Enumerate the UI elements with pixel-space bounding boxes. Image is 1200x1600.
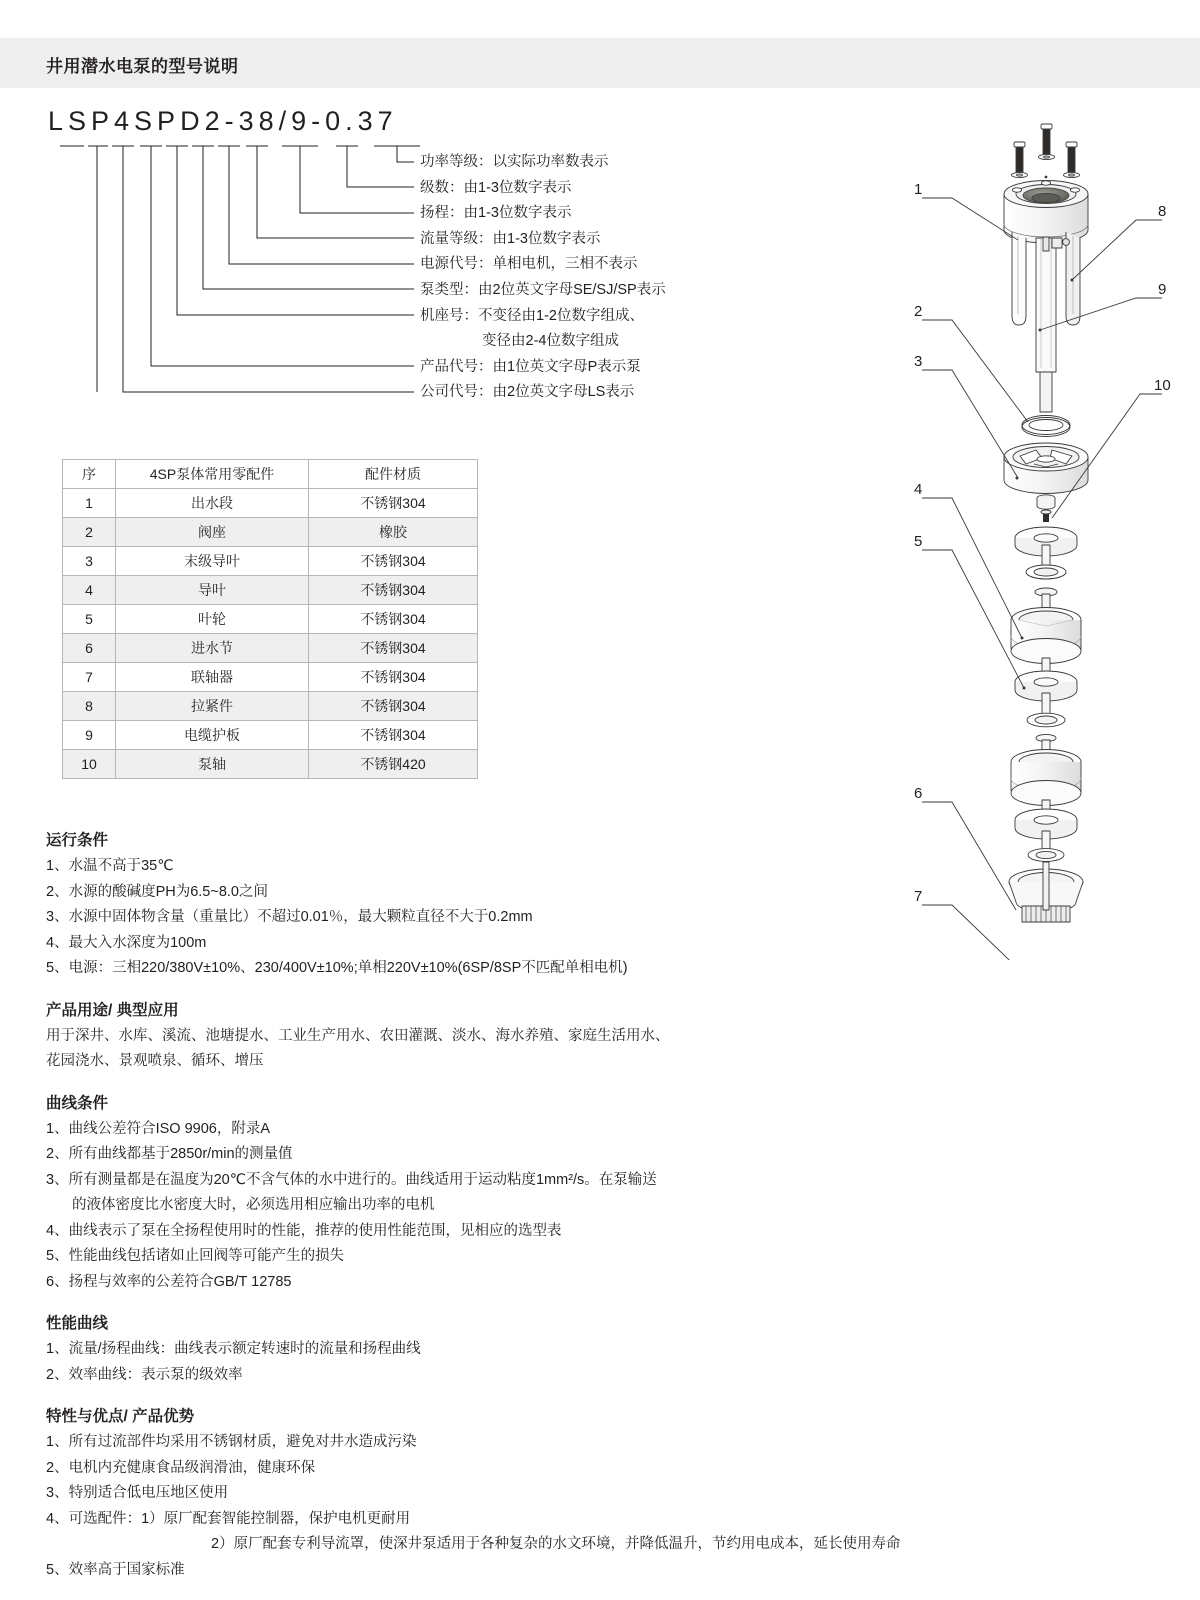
cell-material: 不锈钢304 [309,634,478,663]
table-row [63,547,478,576]
callout-8: 8 [1158,203,1167,220]
section-line: 2、效率曲线：表示泵的级效率 [46,1366,243,1383]
cell-part: 进水节 [116,634,309,663]
callout-7: 7 [914,888,923,905]
cell-material: 不锈钢304 [309,547,478,576]
section-curve-conditions [46,1091,1156,1296]
cell-index: 2 [63,518,116,547]
table-row [63,692,478,721]
cell-material: 不锈钢304 [309,489,478,518]
section-line: 5、电源：三相220/380V±10%、230/400V±10%;单相220V±10%(6SP/8SP不匹配单相电机) [46,960,628,976]
section-line: 1、水温不高于35℃ [46,858,174,874]
table-header-row [63,460,478,489]
section-line: 花园浇水、景观喷泉、循环、增压 [46,1053,264,1069]
legend-item: 公司代号：由2位英文字母LS表示 [420,384,635,401]
model-code-breakdown [0,100,760,410]
cell-index: 8 [63,692,116,721]
cell-material: 不锈钢420 [309,750,478,779]
cell-part: 阀座 [116,518,309,547]
model-legend-list [420,150,760,406]
cell-part: 叶轮 [116,605,309,634]
section-title: 曲线条件 [46,1094,109,1112]
section-line: 1、流量/扬程曲线：曲线表示额定转速时的流量和扬程曲线 [46,1341,421,1357]
model-code-text: LSP4SPD2-38/9-0.37 [48,106,398,136]
callout-10: 10 [1154,377,1171,394]
table-row [63,576,478,605]
section-line: 4、可选配件：1）原厂配套智能控制器，保护电机更耐用 [46,1510,411,1527]
table-row [63,518,478,547]
legend-item: 泵类型：由2位英文字母SE/SJ/SP表示 [420,281,666,298]
cell-index: 1 [63,489,116,518]
column-header-part: 4SP泵体常用零配件 [116,460,309,489]
legend-item: 电源代号：单相电机，三相不表示 [420,256,638,273]
cell-part: 导叶 [116,576,309,605]
section-title: 运行条件 [46,832,109,849]
cell-material: 不锈钢304 [309,605,478,634]
legend-item: 功率等级：以实际功率数表示 [420,154,609,170]
cell-index: 4 [63,576,116,605]
section-title: 产品用途/ 典型应用 [46,1001,179,1019]
cell-part: 末级导叶 [116,547,309,576]
callout-3: 3 [914,353,923,370]
column-header-material: 配件材质 [309,460,478,489]
exploded-pump-diagram [900,120,1190,960]
section-line: 5、性能曲线包括诸如止回阀等可能产生的损失 [46,1248,345,1264]
section-line: 的液体密度比水密度大时，必须选用相应输出功率的电机 [72,1197,435,1213]
column-header-index: 序 [63,460,116,489]
parts-table [62,459,478,779]
section-line: 3、水源中固体物含量（重量比）不超过0.01％，最大颗粒直径不大于0.2mm [46,909,533,925]
section-performance-curves [46,1311,1156,1388]
cell-index: 5 [63,605,116,634]
section-line: 4、曲线表示了泵在全扬程使用时的性能，推荐的使用性能范围，见相应的选型表 [46,1222,562,1239]
section-title: 性能曲线 [46,1315,109,1332]
section-line: 6、扬程与效率的公差符合GB/T 12785 [46,1273,292,1290]
section-line: 用于深井、水库、溪流、池塘提水、工业生产用水、农田灌溉、淡水、海水养殖、家庭生活用水、 [46,1027,670,1044]
legend-item: 产品代号：由1位英文字母P表示泵 [420,358,641,375]
section-applications [46,998,1156,1075]
section-line: 2）原厂配套专利导流罩，使深井泵适用于各种复杂的水文环境，并降低温升，节约用电成本，延长使用寿命 [211,1536,901,1552]
callout-4: 4 [914,481,923,498]
callout-2: 2 [914,303,923,320]
cell-material: 橡胶 [309,518,478,547]
cell-index: 3 [63,547,116,576]
legend-item: 级数：由1-3位数字表示 [420,179,572,196]
cell-part: 拉紧件 [116,692,309,721]
section-line: 3、所有测量都是在温度为20℃不含气体的水中进行的。曲线适用于运动粘度1mm²/s。在泵输送 [46,1171,657,1188]
table-row [63,721,478,750]
cell-part: 联轴器 [116,663,309,692]
table-row [63,750,478,779]
page-title: 井用潜水电泵的型号说明 [46,57,239,76]
cell-index: 10 [63,750,116,779]
cell-material: 不锈钢304 [309,721,478,750]
section-title: 特性与优点/ 产品优势 [46,1408,195,1425]
table-row [63,489,478,518]
section-line: 2、水源的酸碱度PH为6.5~8.0之间 [46,883,268,900]
cell-material: 不锈钢304 [309,576,478,605]
section-line: 2、电机内充健康食品级润滑油，健康环保 [46,1459,316,1476]
cell-material: 不锈钢304 [309,663,478,692]
table-row [63,634,478,663]
section-line: 3、特别适合低电压地区使用 [46,1485,229,1501]
callout-5: 5 [914,533,923,550]
legend-item: 变径由2-4位数字组成 [482,333,619,350]
cell-part: 出水段 [116,489,309,518]
callout-9: 9 [1158,281,1167,298]
pump-assembly-illustration [900,120,1190,960]
section-line: 1、曲线公差符合ISO 9906，附录A [46,1120,270,1137]
section-line: 5、效率高于国家标准 [46,1561,185,1578]
table-row [63,663,478,692]
cell-part: 泵轴 [116,750,309,779]
callout-1: 1 [914,181,923,198]
section-line: 1、所有过流部件均采用不锈钢材质，避免对井水造成污染 [46,1434,417,1450]
cell-part: 电缆护板 [116,721,309,750]
section-line: 4、最大入水深度为100m [46,934,207,951]
legend-item: 扬程：由1-3位数字表示 [420,205,572,222]
cell-index: 9 [63,721,116,750]
cell-material: 不锈钢304 [309,692,478,721]
callout-6: 6 [914,785,923,802]
section-line: 2、所有曲线都基于2850r/min的测量值 [46,1146,293,1162]
legend-item: 流量等级：由1-3位数字表示 [420,230,601,247]
cell-index: 7 [63,663,116,692]
table-row [63,605,478,634]
cell-index: 6 [63,634,116,663]
legend-item: 机座号：不变径由1-2位数字组成、 [420,307,644,324]
section-features-advantages [46,1404,1156,1583]
